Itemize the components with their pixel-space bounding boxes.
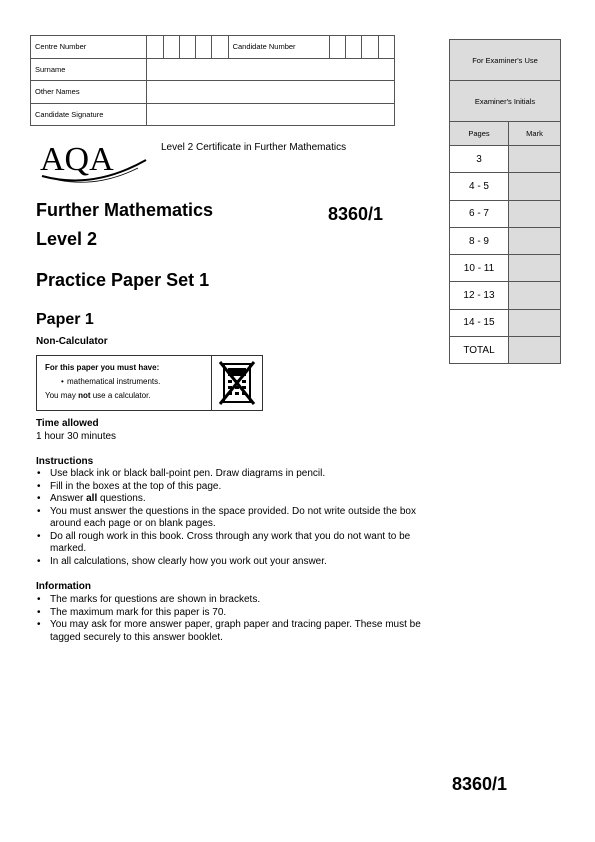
- candidate-signature-field[interactable]: [147, 103, 395, 126]
- list-item: • Use black ink or black ball-point pen. Draw diagrams in pencil.: [37, 468, 326, 479]
- mark-cell[interactable]: [509, 173, 561, 200]
- list-item: • The marks for questions are shown in brackets.: [37, 594, 261, 605]
- examiner-use-box: [449, 39, 561, 364]
- information-list: [36, 594, 436, 644]
- candidate-number-box[interactable]: [329, 36, 345, 59]
- pages-cell: 3: [450, 146, 509, 173]
- candidate-number-label: Candidate Number: [228, 36, 329, 59]
- examiner-initials-label: Examiner's Initials: [450, 81, 561, 122]
- paper-number: Paper 1: [36, 311, 94, 328]
- centre-number-label: Centre Number: [31, 36, 147, 59]
- centre-number-box[interactable]: [179, 36, 195, 59]
- instructions-heading: Instructions: [36, 456, 94, 467]
- list-item: • Do all rough work in this book. Cross through any work that you do not want to be marked.: [37, 530, 411, 554]
- pages-cell: 8 - 9: [450, 227, 509, 254]
- centre-number-box[interactable]: [212, 36, 228, 59]
- mark-cell[interactable]: [509, 146, 561, 173]
- requirement-item: mathematical instruments.: [67, 377, 161, 386]
- requirements-heading: For this paper you must have:: [45, 363, 160, 372]
- mark-cell[interactable]: [509, 282, 561, 309]
- bullet: •: [61, 377, 64, 386]
- list-item: • Fill in the boxes at the top of this page.: [37, 480, 222, 492]
- aqa-logo-text: AQA: [40, 141, 114, 178]
- total-mark-cell[interactable]: [509, 337, 561, 364]
- footer-paper-code: 8360/1: [452, 774, 508, 794]
- mark-cell[interactable]: [509, 309, 561, 336]
- candidate-signature-label: Candidate Signature: [31, 103, 147, 126]
- candidate-details-box: [30, 35, 395, 126]
- centre-number-box[interactable]: [196, 36, 212, 59]
- candidate-number-box[interactable]: [346, 36, 362, 59]
- practice-set-title: Practice Paper Set 1: [36, 270, 210, 290]
- other-names-field[interactable]: [147, 81, 395, 104]
- pages-header: Pages: [450, 122, 509, 146]
- calculator-note: You may not use a calculator.: [45, 391, 151, 400]
- paper-code: 8360/1: [328, 204, 384, 224]
- non-calculator-label: Non-Calculator: [36, 336, 108, 347]
- centre-number-box[interactable]: [147, 36, 163, 59]
- list-item: • The maximum mark for this paper is 70.: [37, 606, 227, 618]
- subject-level: Level 2: [36, 229, 98, 249]
- mark-cell[interactable]: [509, 200, 561, 227]
- list-item: • In all calculations, show clearly how you work out your answer.: [37, 555, 327, 567]
- total-cell: TOTAL: [450, 337, 509, 364]
- pages-cell: 4 - 5: [450, 173, 509, 200]
- examiner-use-label: For Examiner's Use: [450, 40, 561, 81]
- candidate-number-box[interactable]: [378, 36, 394, 59]
- pages-cell: 6 - 7: [450, 200, 509, 227]
- pages-cell: 12 - 13: [450, 282, 509, 309]
- requirements-box: [36, 355, 263, 411]
- no-calculator-icon-cell: [211, 356, 262, 410]
- list-item: • You may ask for more answer paper, graph paper and tracing paper. These must be tagged securely to this answer booklet.: [37, 619, 421, 643]
- mark-cell[interactable]: [509, 255, 561, 282]
- subject-title: Further Mathematics: [36, 200, 214, 220]
- pages-cell: 10 - 11: [450, 255, 509, 282]
- centre-number-box[interactable]: [163, 36, 179, 59]
- time-allowed-heading: Time allowed: [36, 418, 99, 429]
- time-allowed-value: 1 hour 30 minutes: [36, 431, 117, 442]
- surname-label: Surname: [31, 58, 147, 81]
- aqa-logo: [38, 138, 150, 188]
- no-calculator-icon: [212, 356, 262, 410]
- other-names-label: Other Names: [31, 81, 147, 104]
- certificate-title: Level 2 Certificate in Further Mathematics: [161, 142, 347, 153]
- candidate-number-box[interactable]: [362, 36, 378, 59]
- mark-cell[interactable]: [509, 227, 561, 254]
- surname-field[interactable]: [147, 58, 395, 81]
- list-item: • You must answer the questions in the space provided. Do not write outside the box around each page or on blank pages.: [37, 505, 416, 529]
- mark-header: Mark: [509, 122, 561, 146]
- pages-cell: 14 - 15: [450, 309, 509, 336]
- instructions-list: [36, 468, 436, 568]
- list-item: • Answer all questions.: [37, 493, 146, 504]
- information-heading: Information: [36, 581, 91, 592]
